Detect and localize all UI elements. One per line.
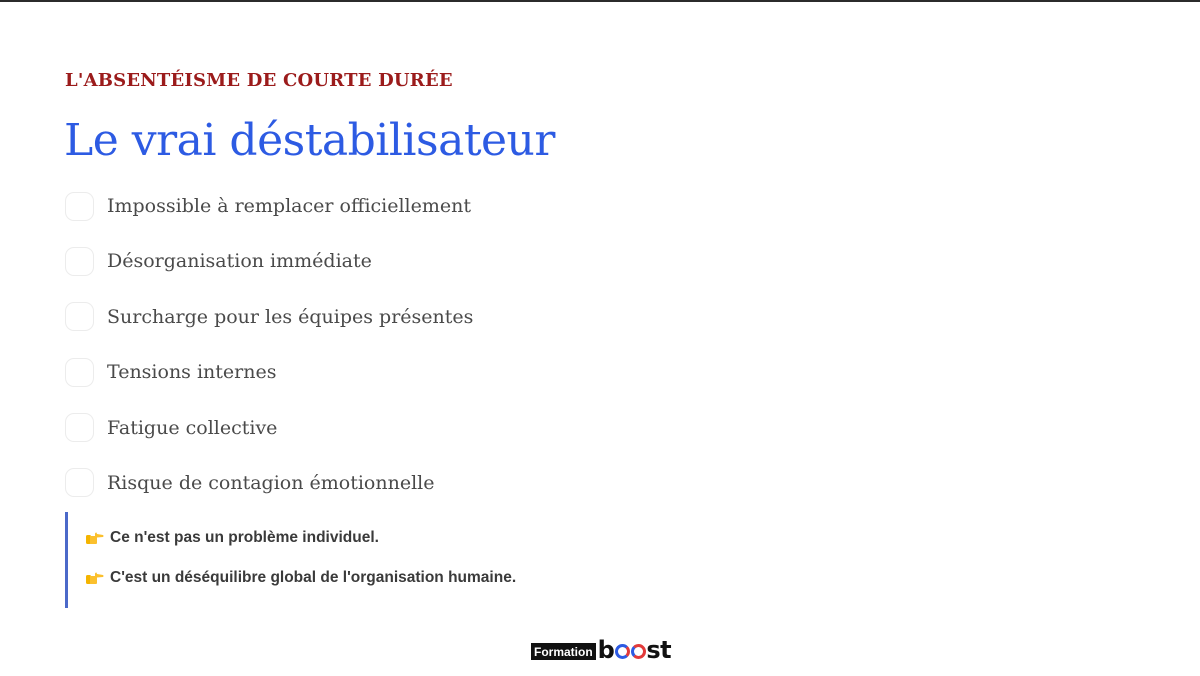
checkbox[interactable] xyxy=(65,358,94,387)
checklist-item[interactable] xyxy=(65,302,765,332)
callout-text: C'est un déséquilibre global de l'organisation humaine. xyxy=(110,569,517,586)
checklist-item-label: Impossible à remplacer officiellement xyxy=(107,195,472,217)
checklist-item-label: Risque de contagion émotionnelle xyxy=(107,471,435,494)
checklist-item-label: Tensions internes xyxy=(107,361,277,384)
checklist-item[interactable] xyxy=(65,357,765,387)
checklist-item-label: Fatigue collective xyxy=(107,416,278,439)
slide-title: Le vrai déstabilisateur xyxy=(64,115,555,166)
checkbox[interactable] xyxy=(65,413,94,442)
checklist-item[interactable] xyxy=(65,246,765,276)
checkbox[interactable] xyxy=(65,247,94,276)
checklist xyxy=(65,191,765,523)
logo-box-text: Formation xyxy=(531,643,596,660)
logo-wordmark xyxy=(598,638,671,662)
checklist-item[interactable] xyxy=(65,191,765,221)
checkbox[interactable] xyxy=(65,302,94,331)
formation-boost-logo xyxy=(531,638,671,662)
callout-text: Ce n'est pas un problème individuel. xyxy=(110,529,379,546)
callout-line xyxy=(86,529,379,547)
checklist-item[interactable] xyxy=(65,468,765,498)
slide xyxy=(0,2,1200,676)
logo-o-red-icon xyxy=(631,644,646,659)
pointing-hand-icon xyxy=(86,571,104,585)
callout-line xyxy=(86,569,516,587)
checklist-item-label: Désorganisation immédiate xyxy=(107,250,372,273)
checkbox[interactable] xyxy=(65,192,94,221)
checklist-item[interactable] xyxy=(65,413,765,443)
section-eyebrow: L'ABSENTÉISME DE COURTE DURÉE xyxy=(65,70,453,91)
logo-word-start: b xyxy=(597,636,615,664)
logo-word-end: st xyxy=(646,636,672,664)
logo-o-blue-icon xyxy=(615,644,630,659)
pointing-hand-icon xyxy=(86,531,104,545)
checkbox[interactable] xyxy=(65,468,94,497)
callout-box xyxy=(65,512,665,608)
checklist-item-label: Surcharge pour les équipes présentes xyxy=(107,305,474,328)
